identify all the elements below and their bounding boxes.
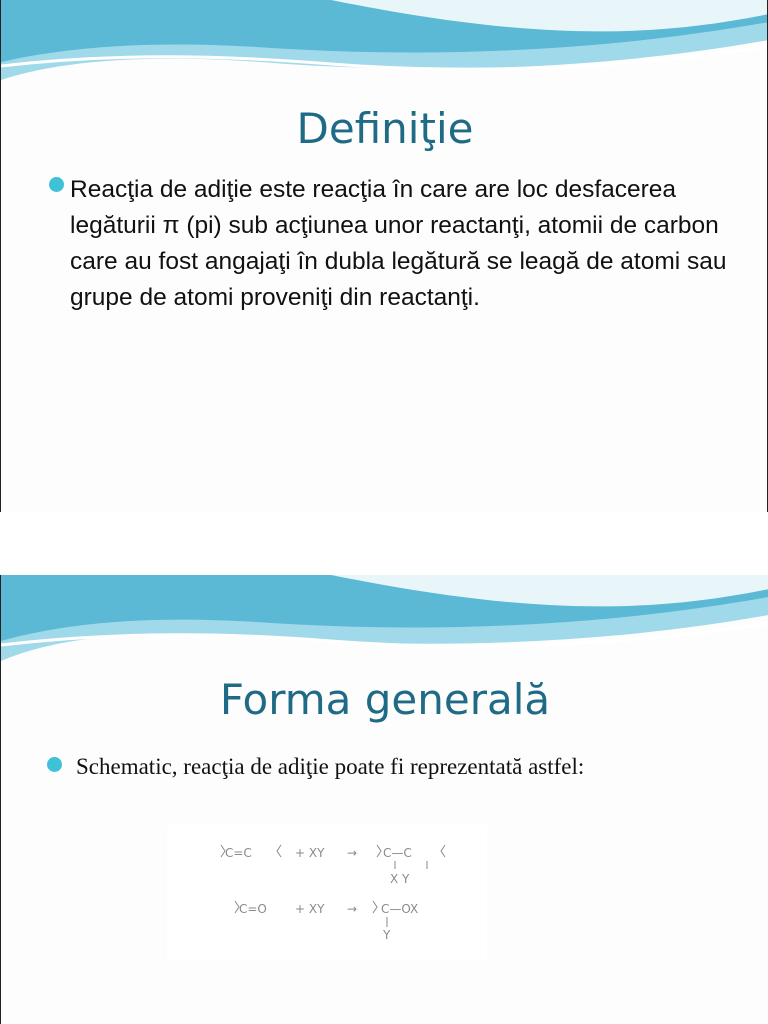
slide-gap [0,512,768,575]
scheme-line2-substituent: Y [383,928,391,942]
scheme-line1-substituents: X Y [390,872,410,886]
scheme-line2-product: C—OX [381,902,419,916]
bullet-dot-icon [49,177,64,192]
scheme-line1-plus: + XY [295,846,325,860]
scheme-line1-arrow: → [347,846,358,860]
scheme-line1-reactant: C=C [225,846,252,860]
bullet-text: Reacţia de adiţie este reacţia în care are loc desfacerea legăturii π (pi) sub acţiunea unor reactanţi, atomii de carbon care au fost angajaţi în dubla legătură se leagă de atomi sau grupe de atomi proveniţi din reactanţi. [70,176,727,311]
slide-title: Forma generală [219,675,551,724]
slide-forma-generala [0,575,768,1024]
bullet-item [47,751,727,783]
bullet-text: Schematic, reacţia de adiţie poate fi reprezentată astfel: [76,754,585,779]
scheme-line2-arrow: → [347,902,358,916]
header-wave-decoration [1,0,768,90]
slide-title: Definiţie [296,104,474,153]
header-wave-decoration [1,575,768,665]
reaction-scheme-image [167,825,487,960]
scheme-line1-product: C—C [383,846,412,860]
scheme-line2-reactant: C=O [239,902,267,916]
bullet-item [49,172,739,316]
bullet-dot-icon [47,757,62,772]
scheme-line2-plus: + XY [295,902,325,916]
